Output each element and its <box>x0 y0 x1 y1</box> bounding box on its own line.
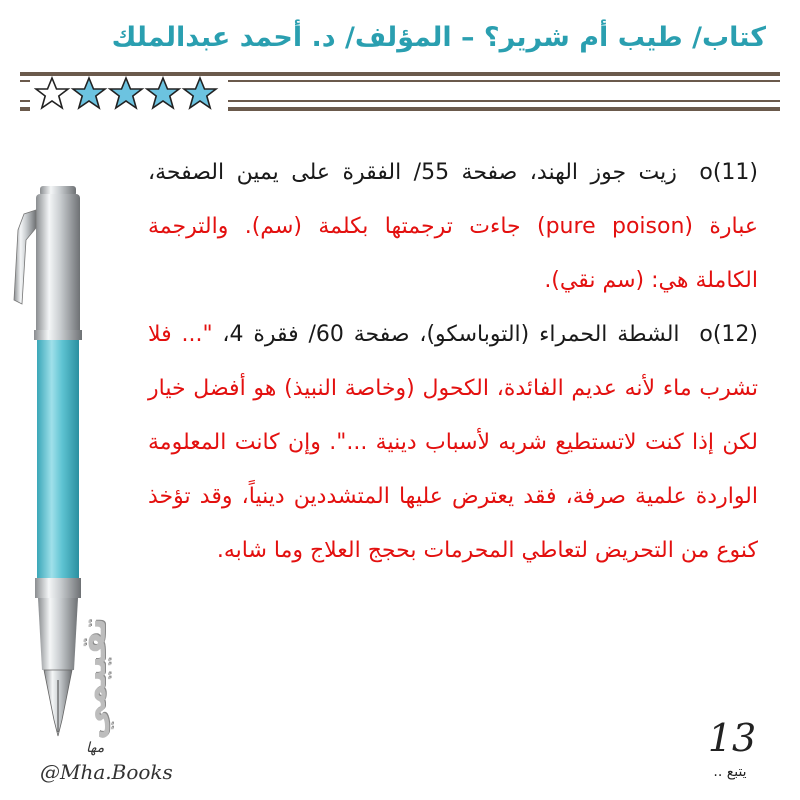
star-icon <box>110 78 142 108</box>
rating-stars <box>30 76 228 112</box>
page-number: 13 <box>707 716 757 760</box>
page-title: كتاب/ طيب أم شرير؟ – المؤلف/ د. أحمد عبدالملك <box>111 22 766 53</box>
list-item <box>148 146 758 308</box>
bullet-marker: o <box>699 160 713 185</box>
author-signature: مها <box>86 740 105 756</box>
list-item <box>148 308 758 578</box>
social-handle: @Mha.Books <box>40 760 173 784</box>
star-icon-group <box>34 76 224 112</box>
star-icon <box>73 78 105 108</box>
star-icon <box>147 78 179 108</box>
item-text: (12) الشطة الحمراء (التوباسكو)، صفحة 60/ فقرة 4، <box>212 322 758 347</box>
bullet-marker: o <box>699 322 713 347</box>
star-icon <box>184 78 216 108</box>
item-text: (11) زيت جوز الهند، صفحة 55/ الفقرة على يمين الصفحة، <box>148 160 758 185</box>
watermark-text: تقييمي <box>74 617 114 740</box>
content-text <box>148 146 758 578</box>
item-highlight: عبارة (pure poison) جاءت ترجمتها بكلمة (سم). والترجمة الكاملة هي: (سم نقي). <box>148 214 758 293</box>
star-icon <box>36 78 68 108</box>
item-highlight: "... فلا تشرب ماء لأنه عديم الفائدة، الكحول (وخاصة النبيذ) هو أفضل خيار لكن إذا كنت لاتستطيع شربه لأسباب دينية ...". وإن كانت المعلومة الواردة علمية صرفة، فقد يعترض عليها المتشددين دينياً، وقد تؤخذ كنوع من التحريض لتعاطي المحرمات بحجج العلاج وما شابه. <box>148 322 758 563</box>
continued-label: يتبع .. <box>713 764 747 780</box>
